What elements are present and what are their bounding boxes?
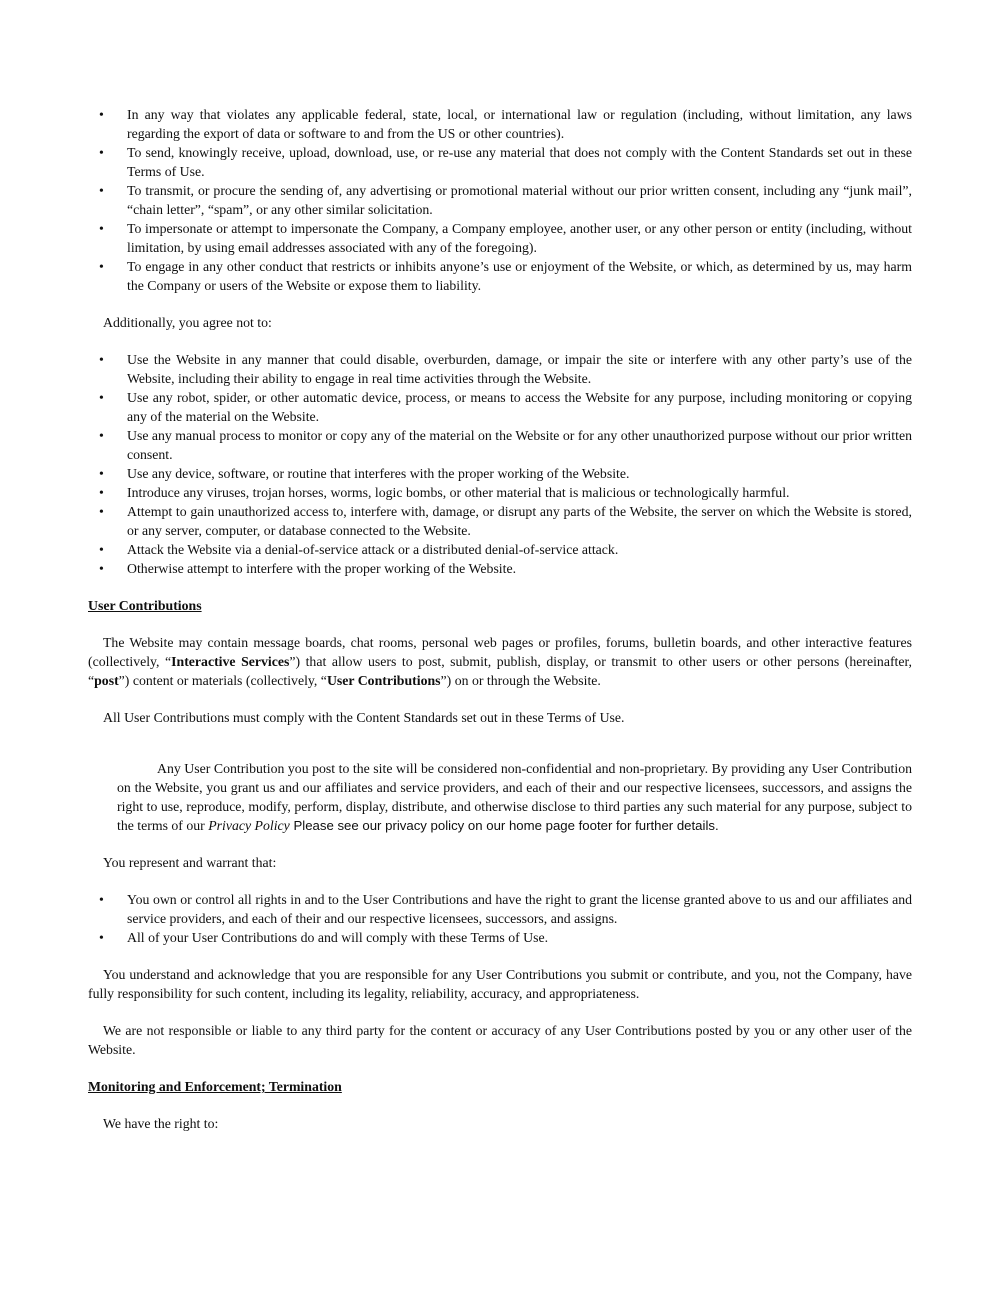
list-item: • Use any manual process to monitor or copy any of the material on the Website or for any other unauthorized purpose without our prior written consent. bbox=[88, 426, 912, 464]
paragraph-additionally-intro: Additionally, you agree not to: bbox=[103, 315, 272, 330]
paragraph-not-responsible: We are not responsible or liable to any third party for the content or accuracy of any User Contributions posted by you or any other user of the Website. bbox=[88, 1023, 912, 1057]
paragraph-we-have-right-intro: We have the right to: bbox=[103, 1116, 219, 1131]
agree-not-to-list bbox=[88, 350, 912, 578]
list-item: • Otherwise attempt to interfere with the proper working of the Website. bbox=[88, 559, 912, 578]
list-item: • Use the Website in any manner that could disable, overburden, damage, or impair the site or interfere with any other party’s use of the Website, including their ability to engage in real time activities through the Website. bbox=[88, 350, 912, 388]
paragraph-responsibility: You understand and acknowledge that you are responsible for any User Contributions you submit or contribute, and you, not the Company, have fully responsibility for such content, including its legality, reliability, accuracy, and appropriateness. bbox=[88, 967, 912, 1001]
list-item: • To engage in any other conduct that restricts or inhibits anyone’s use or enjoyment of the Website, or which, as determined by us, may harm the Company or users of the Website or expose them to liability. bbox=[88, 257, 912, 295]
paragraph-license-grant: Any User Contribution you post to the site will be considered non-confidential and non-proprietary. By providing any User Contribution on the Website, you grant us and our affiliates and service providers, and each of their and our respective licensees, successors, and assigns the right to use, reproduce, modify, perform, display, distribute, and otherwise disclose to third parties any such material for any purpose, subject to the terms of our Privacy Policy Please see our privacy policy on our home page footer for further details. bbox=[117, 761, 912, 833]
prohibited-uses-list bbox=[88, 105, 912, 295]
list-item: • In any way that violates any applicable federal, state, local, or international law or regulation (including, without limitation, any laws regarding the export of data or software to and from the US or other countries). bbox=[88, 105, 912, 143]
paragraph-represent-warrant-intro: You represent and warrant that: bbox=[103, 855, 277, 870]
list-item: • Use any device, software, or routine that interferes with the proper working of the Website. bbox=[88, 464, 912, 483]
heading-user-contributions: User Contributions bbox=[88, 598, 202, 613]
list-item: • Attempt to gain unauthorized access to, interfere with, damage, or disrupt any parts of the Website, the server on which the Website is stored, or any server, computer, or database connected to the Website. bbox=[88, 502, 912, 540]
list-item: • To transmit, or procure the sending of, any advertising or promotional material without our prior written consent, including any “junk mail”, “chain letter”, “spam”, or any other similar solicitation. bbox=[88, 181, 912, 219]
list-item: • Attack the Website via a denial-of-service attack or a distributed denial-of-service attack. bbox=[88, 540, 912, 559]
list-item: • Use any robot, spider, or other automatic device, process, or means to access the Website for any purpose, including monitoring or copying any of the material on the Website. bbox=[88, 388, 912, 426]
list-item: • All of your User Contributions do and will comply with these Terms of Use. bbox=[88, 928, 912, 947]
represent-warrant-list bbox=[88, 890, 912, 947]
list-item: • You own or control all rights in and to the User Contributions and have the right to grant the license granted above to us and our affiliates and service providers, and each of their and our respective licensees, successors, and assigns. bbox=[88, 890, 912, 928]
paragraph-interactive-services: The Website may contain message boards, chat rooms, personal web pages or profiles, forums, bulletin boards, and other interactive features (collectively, “Interactive Services”) that allow users to post, submit, publish, display, or transmit to other users or other persons (hereinafter, “post”) content or materials (collectively, “User Contributions”) on or through the Website. bbox=[88, 635, 912, 688]
list-item: • Introduce any viruses, trojan horses, worms, logic bombs, or other material that is malicious or technologically harmful. bbox=[88, 483, 912, 502]
list-item: • To send, knowingly receive, upload, download, use, or re-use any material that does not comply with the Content Standards set out in these Terms of Use. bbox=[88, 143, 912, 181]
heading-monitoring-enforcement: Monitoring and Enforcement; Termination bbox=[88, 1079, 342, 1094]
paragraph-content-standards: All User Contributions must comply with the Content Standards set out in these Terms of Use. bbox=[103, 710, 625, 725]
list-item: • To impersonate or attempt to impersonate the Company, a Company employee, another user, or any other person or entity (including, without limitation, by using email addresses associated with any of the foregoing). bbox=[88, 219, 912, 257]
